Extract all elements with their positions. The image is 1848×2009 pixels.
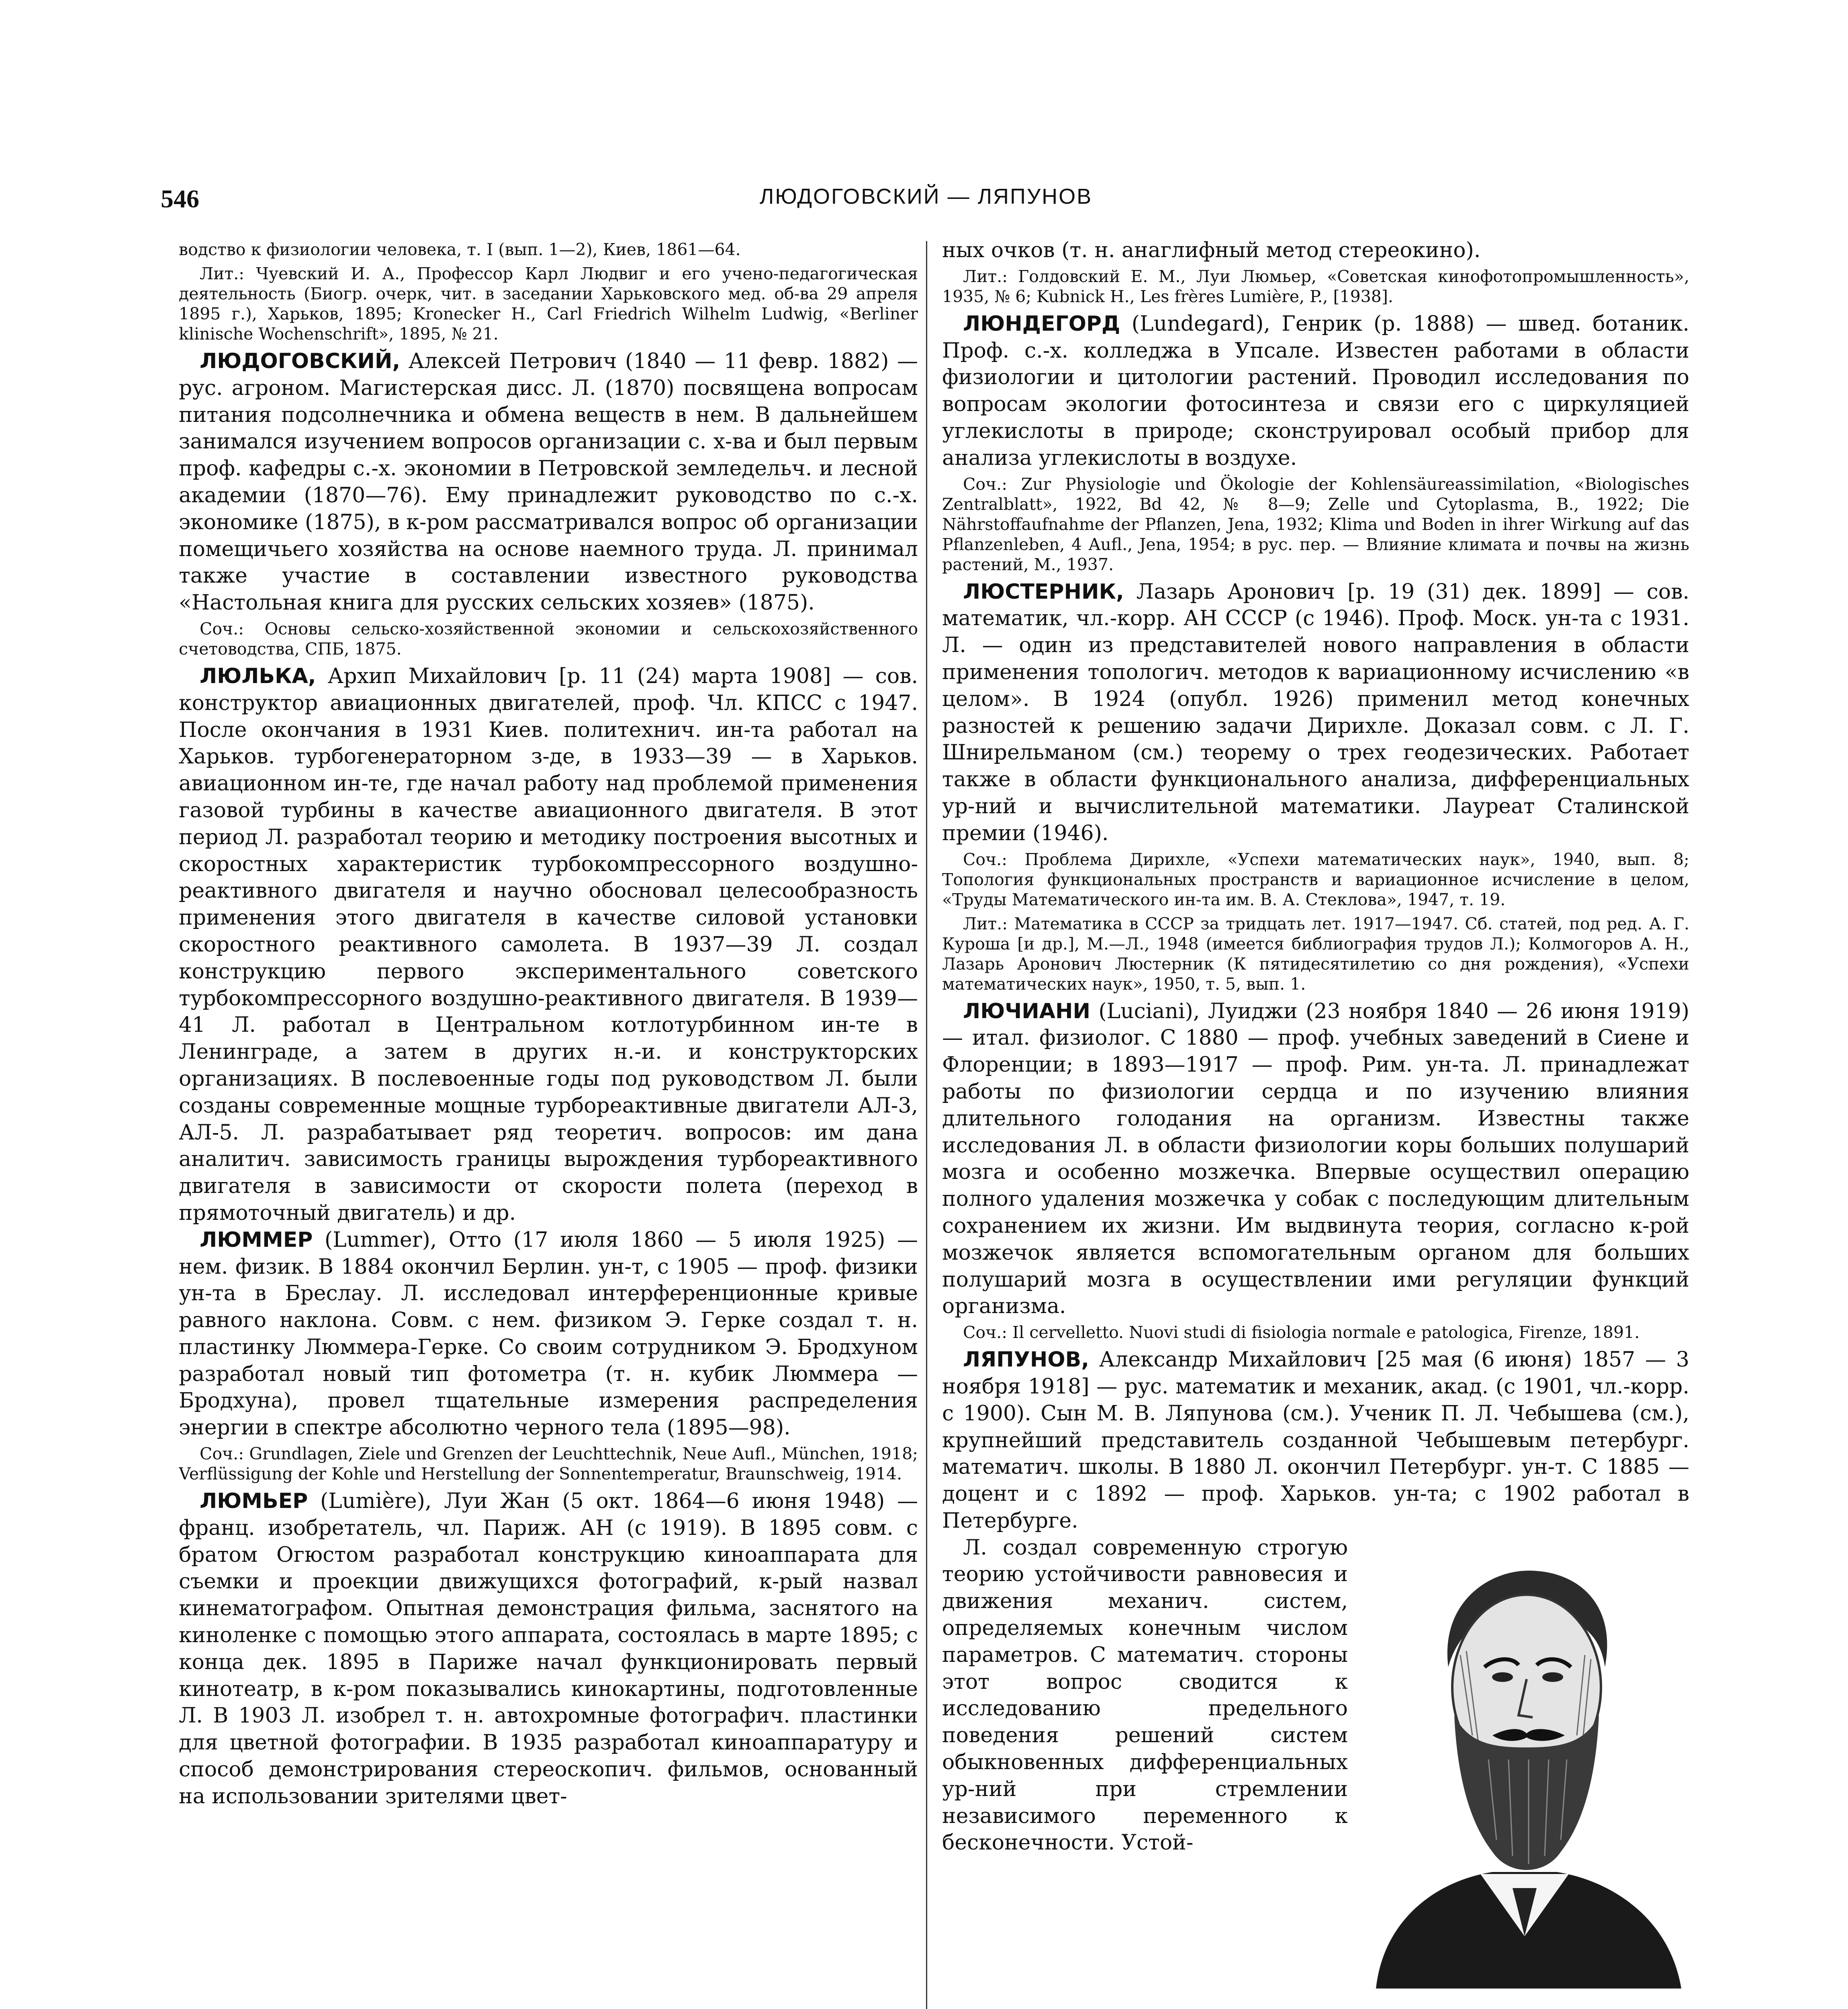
entry-literature: Лит.: Голдовский Е. М., Луи Люмьер, «Советская кинофотопромышленность», 1935, № 6; Kubnick H., Les frères Lumière, P., [1938]. <box>942 266 1689 306</box>
right-column <box>942 237 1689 2009</box>
entry-text: (Lummer), Отто (17 июля 1860 — 5 июля 1925) — нем. физик. В 1884 окончил Берлин. ун-т, с 1905 — проф. физики ун-та в Бреслау. Л. исследовал интерференционные кривые равного наклона. Совм. с нем. физиком Э. Герке создал т. н. пластинку Люммера-Герке. Со своим сотрудником Э. Бродхуном разработал новый тип фотометра (т. н. кубик Люммера — Бродхуна), провел тщательные измерения распределения энергии в спектре абсолютно черного тела (1895—98). <box>179 1227 918 1440</box>
entry-headword: ЛЮЛЬКА, <box>200 664 316 688</box>
entry-text: Алексей Петрович (1840 — 11 февр. 1882) — рус. агроном. Магистерская дисс. Л. (1870) посвящена вопросам питания подсолнечника и обмена веществ в нем. В дальнейшем занимался изучением вопросов организации с. х-ва и был первым проф. кафедры с.-х. экономии в Петровской земледельч. и лесной академии (1870—76). Ему принадлежит руководство по с.-х. экономике (1875), в к-ром рассматривался вопрос об организации помещичьего хозяйства на основе наемного труда. Л. принимал также участие в составлении известного руководства «Настольная книга для русских сельских хозяев» (1875). <box>179 349 918 615</box>
entry-text: Александр Михайлович [25 мая (6 июня) 1857 — 3 ноября 1918] — рус. математик и механик, акад. (с 1901, чл.-корр. с 1900). Сын М. В. Ляпунова (см.). Ученик П. Л. Чебышева (см.), крупнейший представитель созданной Чебышевым петербург. математич. школы. В 1880 Л. окончил Петербург. ун-т. С 1885 — доцент и с 1892 — проф. Харьков. ун-та; с 1902 работал в Петербурге. <box>942 1348 1689 1533</box>
entry-headword: ЛЮЧИАНИ <box>963 999 1091 1023</box>
portrait-lyapunov <box>1360 1534 1689 1989</box>
entry-lyapunov <box>942 1346 1689 1534</box>
entry-works: Соч.: Основы сельско-хозяйственной экономии и сельскохозяйственного счетоводства, СПБ, 1875. <box>179 619 918 659</box>
entry-lundegard <box>942 311 1689 472</box>
entry-lyulka <box>179 663 918 1227</box>
portrait-engraving-icon <box>1360 1534 1689 1989</box>
entry-lumiere-continuation: ных очков (т. н. анаглифный метод стереокино). <box>942 238 1481 262</box>
entry-text: (Lumière), Луи Жан (5 окт. 1864—6 июня 1948) — франц. изобретатель, чл. Париж. АН (с 1919). В 1895 совм. с братом Огюстом разработал конструкцию киноаппарата для съемки и проекции движущихся фотографий, к-рый назвал кинематографом. Опытная демонстрация фильма, заснятого на киноленке с помощью этого аппарата, состоялась в марте 1895; с конца дек. 1895 в Париже начал функционировать первый кинотеатр, в к-ром показывались кинокартины, подготовленные Л. В 1903 Л. изобрел т. н. автохромные фотографич. пластинки для цветной фотографии. В 1935 разработал киноаппаратуру и способ демонстрирования стереоскопич. фильмов, основанный на использовании зрителями цвет- <box>179 1489 918 1809</box>
entry-lumiere <box>179 1488 918 1810</box>
entry-works: Соч.: Zur Physiologie und Ökologie der Kohlensäureassimilation, «Biologisches Zentralblatt», 1922, Bd 42, № 8—9; Zelle und Cytoplasma, B., 1922; Die Nährstoffaufnahme der Pflanzen, Jena, 1932; Klima und Boden in ihrer Wirkung auf das Pflanzenleben, 4 Aufl., Jena, 1954; в рус. пер. — Влияние климата и почвы на жизнь растений, М., 1937. <box>942 474 1689 574</box>
entry-literature: Лит.: Математика в СССР за тридцать лет. 1917—1947. Сб. статей, под ред. А. Г. Куроша [и др.], М.—Л., 1948 (имеется библиография трудов Л.); Колмогоров А. Н., Лазарь Аронович Люстерник (К пятидесятилетию со дня рождения), «Успехи математических наук», 1950, т. 5, вып. 1. <box>942 914 1689 994</box>
entry-headword: ЛЮМЬЕР <box>200 1489 308 1514</box>
entry-headword: ЛЯПУНОВ, <box>963 1348 1089 1372</box>
entry-text: Архип Михайлович [р. 11 (24) марта 1908] — сов. конструктор авиационных двигателей, проф. Чл. КПСС с 1947. После окончания в 1931 Киев. политехнич. ин-та работал на Харьков. турбогенераторном з-де, в 1933—39 — в Харьков. авиационном ин-те, где начал работу над проблемой применения газовой турбины в качестве авиационного двигателя. В этот период Л. разработал теорию и методику построения высотных и скоростных характеристик турбокомпрессорного воздушно-реактивного двигателя и научно обосновал целесообразность применения этого двигателя в качестве силовой установки скоростного реактивного самолета. В 1937—39 Л. создал конструкцию первого экспериментального советского турбокомпрессорного воздушно-реактивного двигателя. В 1939—41 Л. работал в Центральном котлотурбинном ин-те в Ленинграде, а затем в других н.-и. и конструкторских организациях. В послевоенные годы под руководством Л. были созданы современные мощные турбореактивные двигатели АЛ-3, АЛ-5. Л. разрабатывает ряд теоретич. вопросов: им дана аналитич. зависимость границы вырождения турбореактивного двигателя в зависимости от скорости полета (переход в прямоточный двигатель) и др. <box>179 664 918 1225</box>
entry-works: Соч.: Il cervelletto. Nuovi studi di fisiologia normale e patologica, Firenze, 1891. <box>963 1323 1640 1342</box>
entry-text: Лазарь Аронович [р. 19 (31) дек. 1899] — сов. математик, чл.-корр. АН СССР (с 1946). Проф. Моск. ун-та с 1931. Л. — один из представителей нового направления в области применения топологич. методов к вариационному исчислению «в целом». В 1924 (опубл. 1926) применил метод конечных разностей к решению задачи Дирихле. Доказал совм. с Л. Г. Шнирельманом (см.) теорему о трех геодезических. Работает также в области функционального анализа, дифференциальных ур-ний и вычислительной математики. Лауреат Сталинской премии (1946). <box>942 579 1689 845</box>
previous-entry-literature: Лит.: Чуевский И. А., Профессор Карл Людвиг и его учено-педагогическая деятельность (Биогр. очерк, чит. в заседании Харьковского мед. об-ва 29 апреля 1895 г.), Харьков, 1895; Kronecker H., Carl Friedrich Wilhelm Ludwig, «Berliner klinische Wochenschrift», 1895, № 21. <box>179 264 918 344</box>
entry-lyusternik <box>942 579 1689 847</box>
entry-lyapunov-continued: Л. создал современную строгую теорию устойчивости равновесия и движения механич. систем, определяемых конечным числом параметров. С математич. стороны этот вопрос сводится к исследованию предельного поведения решений систем обыкновенных дифференциальных ур-ний при стремлении независимого переменного к бесконечности. Устой- <box>942 1535 1348 1855</box>
entry-works: Соч.: Проблема Дирихле, «Успехи математических наук», 1940, вып. 8; Топология функциональных пространств и вариационное исчисление в целом, «Труды Математического ин-та им. В. А. Стеклова», 1947, т. 19. <box>942 849 1689 909</box>
entry-text: (Luciani), Луиджи (23 ноября 1840 — 26 июня 1919) — итал. физиолог. С 1880 — проф. учебных заведений в Сиене и Флоренции; в 1893—1917 — проф. Рим. ун-та. Л. принадлежат работы по физиологии сердца и по изучению влияния длительного голодания на организм. Известны также исследования Л. в области физиологии коры больших полушарий мозга и особенно мозжечка. Впервые осуществил операцию полного удаления мозжечка у собак с последующим длительным сохранением их жизни. Им выдвинута теория, согласно к-рой мозжечок является вспомогательным органом для больших полушарий мозга в осуществлении ими регуляции функций организма. <box>942 999 1689 1319</box>
entry-headword: ЛЮСТЕРНИК, <box>963 579 1124 604</box>
running-title: ЛЮДОГОВСКИЙ — ЛЯПУНОВ <box>759 184 1093 209</box>
entry-headword: ЛЮНДЕГОРД <box>963 311 1120 336</box>
entry-luciani <box>942 998 1689 1320</box>
entry-text: (Lundegard), Генрик (р. 1888) — швед. ботаник. Проф. с.-х. колледжа в Упсале. Известен работами в области физиологии и цитологии растений. Проводил исследования по вопросам экологии фотосинтеза и связи его с циркуляцией углекислоты в природе; сконструировал особый прибор для анализа углекислоты в воздухе. <box>942 311 1689 470</box>
left-column <box>179 237 918 2009</box>
previous-entry-continuation: водство к физиологии человека, т. I (вып. 1—2), Киев, 1861—64. <box>179 240 741 259</box>
page-header <box>161 184 1691 220</box>
column-divider <box>926 241 927 2009</box>
page-number: 546 <box>161 184 199 213</box>
entry-lummer <box>179 1227 918 1441</box>
entry-ludogovsky <box>179 348 918 616</box>
entry-works: Соч.: Grundlagen, Ziele und Grenzen der Leuchttechnik, Neue Aufl., München, 1918; Verflüssigung der Kohle und Herstellung der Sonnentemperatur, Braunschweig, 1914. <box>179 1444 918 1484</box>
entry-headword: ЛЮММЕР <box>200 1227 313 1252</box>
entry-headword: ЛЮДОГОВСКИЙ, <box>200 349 401 373</box>
